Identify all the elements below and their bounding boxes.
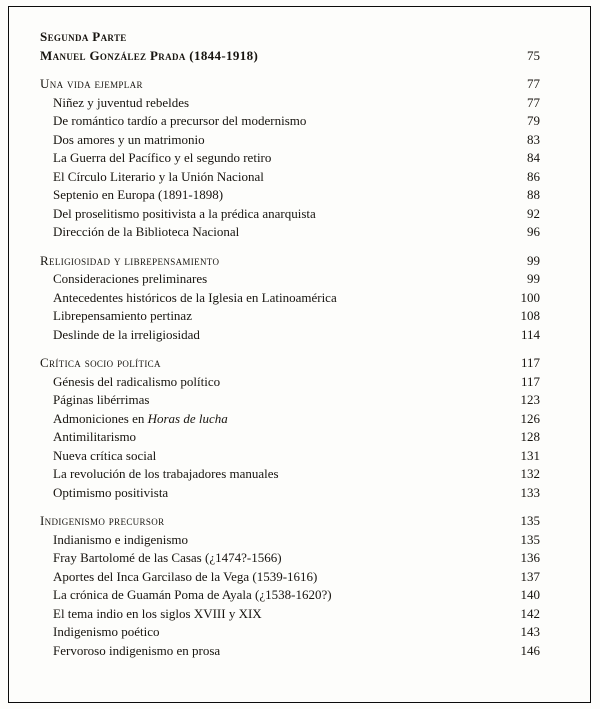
- toc-entry-page: 140: [520, 587, 540, 602]
- toc-entry-label: Nueva crítica social: [53, 447, 157, 463]
- toc-entry-page: 126: [520, 410, 540, 426]
- toc-entry-page: 143: [520, 624, 540, 639]
- toc-entry-page: 117: [520, 373, 540, 389]
- toc-entry-page: 114: [520, 326, 540, 342]
- toc-entry-label: Deslinde de la irreligiosidad: [53, 326, 200, 342]
- toc-entry-page: 100: [520, 289, 540, 305]
- toc-entry-page: 128: [520, 429, 540, 444]
- toc-entry-page: 96: [527, 224, 540, 239]
- toc-entry-page: 146: [520, 642, 540, 658]
- toc-entry-label: Dos amores y un matrimonio: [53, 131, 205, 147]
- toc-entry-label: Niñez y juventud rebeldes: [53, 94, 190, 110]
- toc-entry-page: 131: [520, 447, 540, 463]
- toc-entry-page: 86: [527, 168, 540, 184]
- toc-entry-page: 133: [520, 484, 540, 500]
- toc-section-indigenismo: [40, 512, 540, 660]
- toc-entry-label: La Guerra del Pacífico y el segundo retiro: [53, 150, 272, 165]
- part-title: Manuel González Prada (1844-1918): [40, 47, 259, 63]
- toc-entry-label: Antecedentes históricos de la Iglesia en Latinoamérica: [53, 289, 337, 305]
- toc-entry-label: El Círculo Literario y la Unión Nacional: [53, 168, 264, 184]
- toc-entry-label: Septenio en Europa (1891-1898): [53, 187, 224, 202]
- toc-entry-page: 108: [520, 308, 540, 323]
- section-heading: Religiosidad y librepensamiento: [40, 252, 220, 268]
- toc-entry-label: Del proselitismo positivista a la prédica anarquista: [53, 205, 316, 221]
- toc-entry-label: [53, 410, 228, 429]
- toc-entry-page: 136: [520, 550, 540, 565]
- toc-entry-row: [40, 568, 540, 587]
- toc-entry-label: Antimilitarismo: [53, 429, 137, 444]
- toc-entry-page: 123: [520, 392, 540, 407]
- toc-entry-row: [40, 168, 540, 187]
- toc-entry-row: [40, 373, 540, 392]
- toc-entry-page: 77: [527, 94, 540, 110]
- toc-entry-page: 79: [527, 113, 540, 128]
- section-heading: Crítica socio política: [40, 355, 161, 370]
- toc-entry-row: [40, 149, 540, 168]
- part-page-number: 75: [527, 47, 540, 63]
- toc-entry-row: [40, 205, 540, 224]
- toc-entry-label-italic: Horas de lucha: [147, 410, 228, 426]
- section-page-number: 99: [527, 252, 540, 268]
- toc-entry-row: [40, 270, 540, 289]
- toc-entry-row: [40, 186, 540, 205]
- toc-entry-row: [40, 112, 540, 131]
- toc-entry-label: Consideraciones preliminares: [53, 271, 208, 286]
- toc-entry-label: Páginas libérrimas: [53, 392, 150, 407]
- toc-entry-row: [40, 391, 540, 410]
- toc-entry-row: [40, 428, 540, 447]
- toc-entry-page: 137: [520, 568, 540, 584]
- section-page-number: 77: [527, 76, 540, 91]
- toc-entry-label: Aportes del Inca Garcilaso de la Vega (1539-1616): [53, 568, 318, 584]
- toc-entry-row: [40, 94, 540, 113]
- toc-entry-label: Génesis del radicalismo político: [53, 373, 221, 389]
- toc-entry-label: Optimismo positivista: [53, 484, 169, 500]
- toc-entry-label: De romántico tardío a precursor del modernismo: [53, 113, 307, 128]
- toc-entry-row: [40, 326, 540, 345]
- toc-entry-row: [40, 410, 540, 429]
- toc-section-una-vida-ejemplar: [40, 75, 540, 242]
- part-header: [40, 28, 540, 65]
- toc-entry-row: [40, 642, 540, 661]
- section-heading: Indigenismo precursor: [40, 513, 165, 528]
- toc-entry-row: [40, 289, 540, 308]
- section-heading-row: [40, 354, 540, 373]
- toc-entry-row: [40, 531, 540, 550]
- section-page-number: 117: [520, 355, 540, 370]
- toc-section-critica: [40, 354, 540, 502]
- toc-entry-row: [40, 484, 540, 503]
- section-heading-row: [40, 252, 540, 271]
- toc-entry-row: [40, 465, 540, 484]
- section-heading-row: [40, 512, 540, 531]
- toc-entry-label: Indianismo e indigenismo: [53, 531, 189, 547]
- toc-entry-page: 142: [520, 605, 540, 621]
- toc-entry-row: [40, 223, 540, 242]
- toc-section-religiosidad: [40, 252, 540, 345]
- toc-entry-page: 135: [520, 531, 540, 547]
- toc-entry-label: Indigenismo poético: [53, 624, 160, 639]
- part-label-row: [40, 28, 540, 47]
- toc-entry-row: [40, 549, 540, 568]
- toc-entry-label: El tema indio en los siglos XVIII y XIX: [53, 605, 262, 621]
- section-heading: Una vida ejemplar: [40, 76, 143, 91]
- toc-entry-label-text: Admoniciones en: [53, 410, 148, 426]
- toc-entry-label: La revolución de los trabajadores manuales: [53, 466, 279, 481]
- toc-entry-row: [40, 623, 540, 642]
- part-title-row: [40, 47, 540, 66]
- toc-entry-label: Fervoroso indigenismo en prosa: [53, 642, 221, 658]
- toc-entry-page: 84: [527, 150, 540, 165]
- toc-entry-label: Fray Bartolomé de las Casas (¿1474?-1566): [53, 550, 282, 565]
- toc-entry-row: [40, 605, 540, 624]
- toc-entry-row: [40, 307, 540, 326]
- toc-entry-page: 83: [527, 131, 540, 147]
- table-of-contents: [40, 28, 540, 660]
- toc-entry-row: [40, 586, 540, 605]
- toc-entry-label: Librepensamiento pertinaz: [53, 308, 192, 323]
- toc-entry-page: 132: [520, 466, 540, 481]
- toc-entry-row: [40, 447, 540, 466]
- toc-entry-label: Dirección de la Biblioteca Nacional: [53, 224, 240, 239]
- section-page-number: 135: [520, 513, 540, 528]
- toc-entry-page: 99: [527, 271, 540, 286]
- toc-entry-page: 88: [527, 187, 540, 202]
- toc-entry-page: 92: [527, 205, 540, 221]
- part-label: Segunda Parte: [40, 29, 127, 44]
- section-heading-row: [40, 75, 540, 94]
- toc-entry-label: La crónica de Guamán Poma de Ayala (¿1538-1620?): [53, 587, 332, 602]
- toc-entry-row: [40, 131, 540, 150]
